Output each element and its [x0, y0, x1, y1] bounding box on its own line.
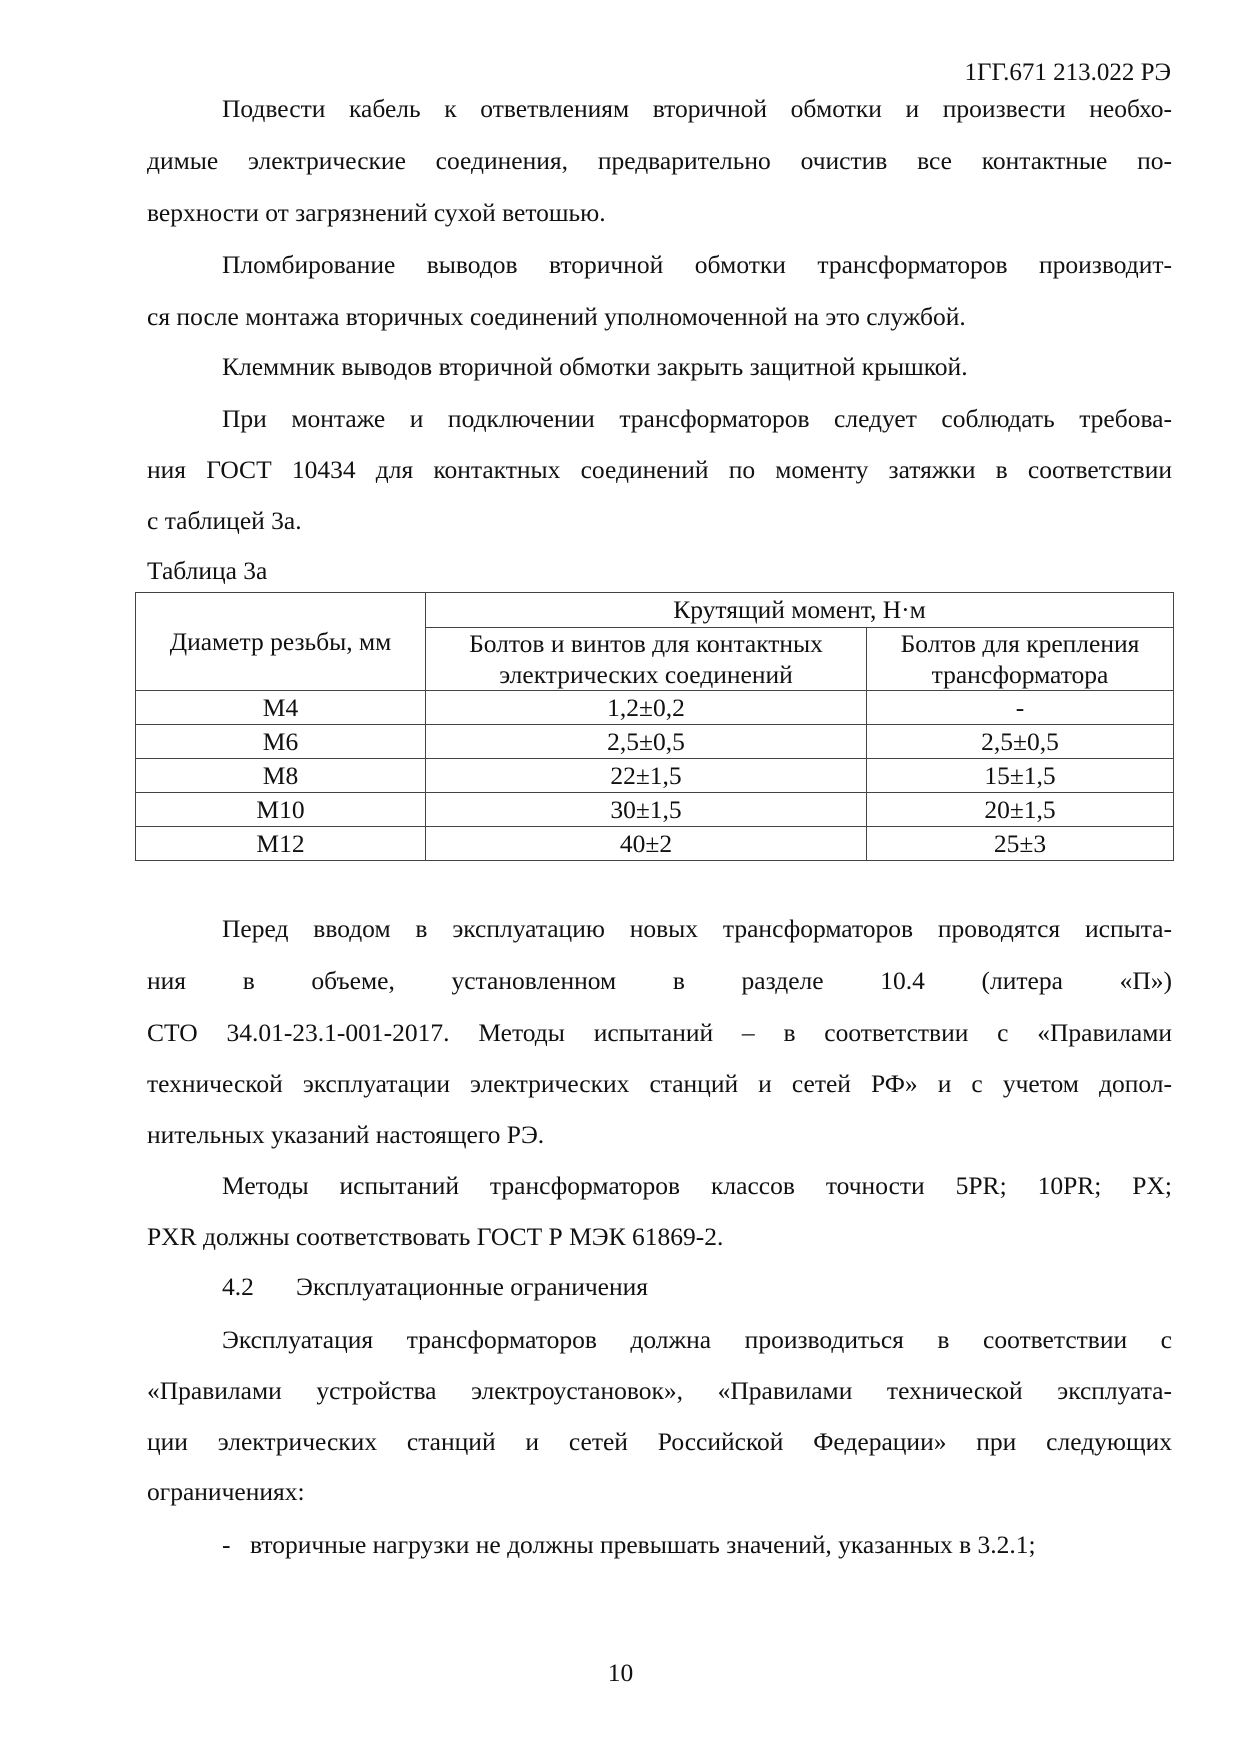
- paragraph-line: ния в объеме, установленном в разделе 10.4 (литера «П»): [147, 966, 1172, 995]
- torque-table: [135, 592, 1174, 861]
- cell-contact-torque: 1,2±0,2: [426, 691, 867, 725]
- paragraph-line: ния ГОСТ 10434 для контактных соединений по моменту затяжки в соответствии: [147, 455, 1172, 484]
- paragraph-line: Клеммник выводов вторичной обмотки закрыть защитной крышкой.: [222, 352, 968, 381]
- table-caption: Таблица 3а: [147, 556, 268, 585]
- cell-contact-torque: 30±1,5: [426, 793, 867, 827]
- header-contact-bolts: [426, 628, 867, 691]
- paragraph-line: ся после монтажа вторичных соединений уполномоченной на это службой.: [147, 302, 966, 331]
- cell-diameter: М8: [136, 759, 426, 793]
- paragraph-line: нительных указаний настоящего РЭ.: [147, 1120, 545, 1149]
- cell-diameter: М12: [136, 827, 426, 861]
- section-title: Эксплуатационные ограничения: [296, 1272, 649, 1301]
- cell-contact-torque: 40±2: [426, 827, 867, 861]
- header-torque-group: Крутящий момент, Н·м: [426, 593, 1174, 628]
- table-row: [136, 827, 1174, 861]
- section-number: 4.2: [222, 1272, 254, 1301]
- document-code: 1ГГ.671 213.022 РЭ: [964, 59, 1171, 86]
- paragraph-line: «Правилами устройства электроустановок», «Правилами технической эксплуата-: [147, 1376, 1172, 1405]
- paragraph-line: верхности от загрязнений сухой ветошью.: [147, 198, 606, 227]
- cell-mounting-torque: 2,5±0,5: [867, 725, 1174, 759]
- header-contact-bolts-line1: Болтов и винтов для контактных: [469, 629, 823, 658]
- paragraph-line: ции электрических станций и сетей Российской Федерации» при следующих: [147, 1427, 1172, 1456]
- header-mounting-bolts: [867, 628, 1174, 691]
- paragraph-line: СТО 34.01-23.1-001-2017. Методы испытаний – в соответствии с «Правилами: [147, 1018, 1172, 1047]
- paragraph-line: технической эксплуатации электрических станций и сетей РФ» и с учетом допол-: [147, 1069, 1172, 1098]
- header-contact-bolts-line2: электрических соединений: [499, 660, 793, 689]
- list-item-text: вторичные нагрузки не должны превышать значений, указанных в 3.2.1;: [250, 1530, 1036, 1559]
- cell-mounting-torque: 25±3: [867, 827, 1174, 861]
- table-row: [136, 691, 1174, 725]
- cell-mounting-torque: 15±1,5: [867, 759, 1174, 793]
- header-mounting-bolts-line1: Болтов для крепления: [900, 629, 1140, 658]
- table-header-row: [136, 593, 1174, 628]
- paragraph-line: Методы испытаний трансформаторов классов точности 5PR; 10PR; PX;: [222, 1171, 1172, 1200]
- list-marker: -: [222, 1530, 231, 1559]
- cell-diameter: М4: [136, 691, 426, 725]
- cell-contact-torque: 2,5±0,5: [426, 725, 867, 759]
- paragraph-line: Подвести кабель к ответвлениям вторичной обмотки и произвести необхо-: [222, 94, 1172, 123]
- cell-mounting-torque: 20±1,5: [867, 793, 1174, 827]
- list-item: [222, 1530, 1036, 1560]
- paragraph-line: Пломбирование выводов вторичной обмотки трансформаторов производит-: [222, 250, 1172, 279]
- paragraph-line: PXR должны соответствовать ГОСТ Р МЭК 61869-2.: [147, 1222, 724, 1251]
- cell-diameter: М6: [136, 725, 426, 759]
- paragraph-line: димые электрические соединения, предварительно очистив все контактные по-: [147, 146, 1172, 175]
- cell-diameter: М10: [136, 793, 426, 827]
- header-diameter: Диаметр резьбы, мм: [136, 593, 426, 691]
- cell-contact-torque: 22±1,5: [426, 759, 867, 793]
- paragraph-line: ограничениях:: [147, 1477, 305, 1506]
- paragraph-line: При монтаже и подключении трансформаторов следует соблюдать требова-: [222, 404, 1172, 433]
- header-mounting-bolts-line2: трансформатора: [931, 660, 1109, 689]
- table-row: [136, 759, 1174, 793]
- page-number: 10: [607, 1658, 634, 1687]
- paragraph-line: с таблицей 3а.: [147, 506, 302, 535]
- paragraph-line: Перед вводом в эксплуатацию новых трансформаторов проводятся испыта-: [222, 914, 1172, 943]
- cell-mounting-torque: -: [867, 691, 1174, 725]
- table-row: [136, 793, 1174, 827]
- paragraph-line: Эксплуатация трансформаторов должна производиться в соответствии с: [222, 1325, 1172, 1354]
- table-row: [136, 725, 1174, 759]
- section-heading: [222, 1272, 648, 1302]
